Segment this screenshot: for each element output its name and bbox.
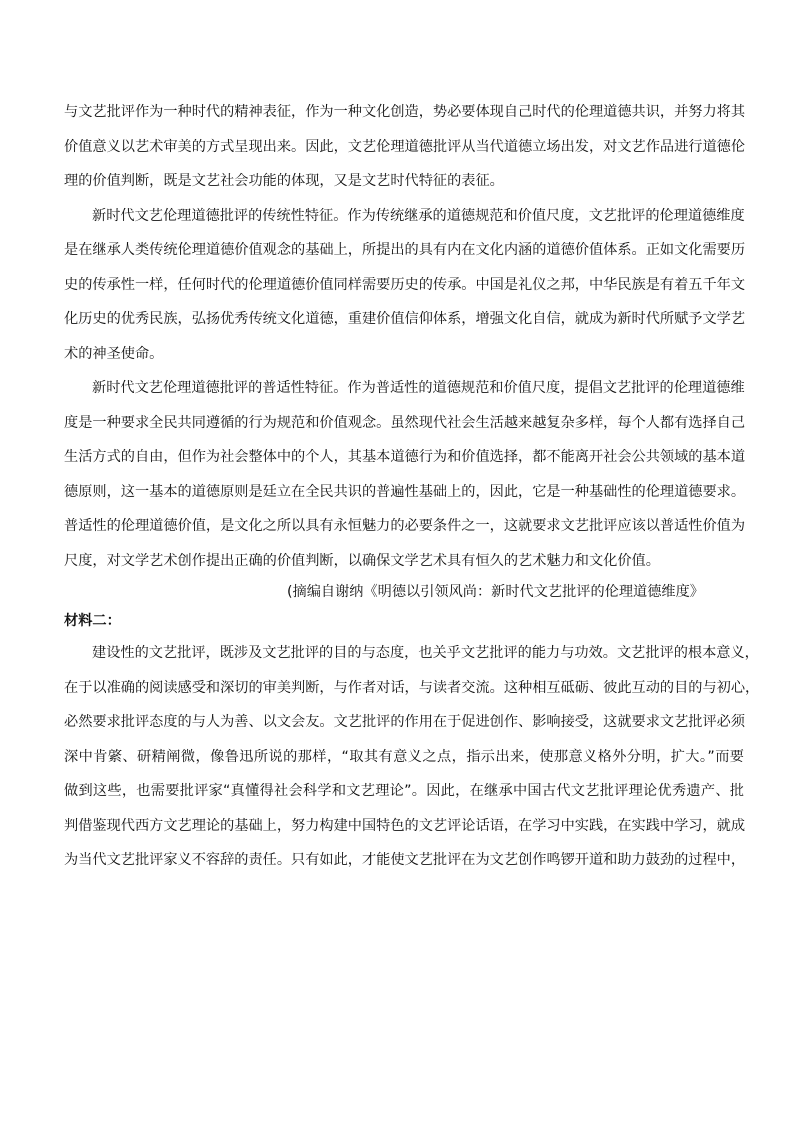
text-line: 度是一种要求全民共同遵循的行为规范和价值观念。虽然现代社会生活越来越复杂多样，每个人都有选择自己: [64, 414, 746, 431]
text-line: 尺度，对文学艺术创作提出正确的价值判断，以确保文学艺术具有恒久的艺术魅力和文化价值。: [64, 552, 660, 569]
text-line: 普适性的伦理道德价值，是文化之所以具有永恒魅力的必要条件之一，这就要求文艺批评应该以普适性价值为: [64, 518, 746, 534]
text-line: 做到这些，也需要批评家“真懂得社会科学和文艺理论”。因此，在继承中国古代文艺批评理论优秀遗产、批: [64, 783, 744, 799]
text-line: 德原则，这一基本的道德原则是廷立在全民共识的普遍性基础上的，因此，它是一种基础性的伦理道德要求。: [64, 483, 746, 500]
material-heading: 材料二：: [64, 613, 121, 629]
material2-paragraph: [64, 636, 760, 878]
text-line: 新时代文艺伦理道德批评的传统性特征。作为传统继承的道德规范和价值尺度，文艺批评的伦理道德维度: [92, 207, 745, 224]
text-line: 生活方式的自由，但作为社会整体中的个人，其基本道德行为和价值选择，都不能离开社会公共领域的基本道: [64, 449, 746, 465]
text-line: 判借鉴现代西方文艺理论的基础上，努力构建中国特色的文艺评论话语，在学习中实践，在实践中学习，就成: [64, 817, 746, 834]
text-line: 价值意义以艺术审美的方式呈现出来。因此，文艺伦理道德批评从当代道德立场出发，对文艺作品进行道德伦: [64, 138, 746, 155]
text-line: 新时代文艺伦理道德批评的普适性特征。作为普适性的道德规范和价值尺度，提倡文艺批评的伦理道德维: [92, 380, 745, 396]
text-line: 史的传承性一样，任何时代的伦理道德价值同样需要历史的传承。中国是礼仪之邦，中华民族是有着五千年文: [64, 276, 746, 293]
text-line: 术的神圣使命。: [64, 345, 164, 362]
paragraph-1: [64, 95, 744, 199]
text-line: 化历史的优秀民族，弘扬优秀传统文化道德，重建价值信仰体系，增强文化自信，就成为新时代所赋予文学艺: [64, 311, 746, 327]
document-page: [64, 95, 760, 878]
paragraph-2: [64, 199, 744, 372]
text-line: 深中肯綮、研精阐微，像鲁迅所说的那样，“取其有意义之点，指示出来，使那意义格外分明，扩大。”而要: [64, 748, 744, 765]
text-line: 与文艺批评作为一种时代的精神表征，作为一种文化创造，势必要体现自己时代的伦理道德共识，并努力将其: [64, 104, 746, 120]
text-line: 理的价值判断，既是文艺社会功能的体现，又是文艺时代特征的表征。: [64, 173, 504, 189]
text-line: 是在继承人类传统伦理道德价值观念的基础上，所提出的具有内在文化内涵的道德价值体系。正如文化需要历: [64, 242, 746, 258]
paragraph-3: [64, 371, 744, 578]
source-citation: (摘编自谢纳《明德以引领风尚：新时代文艺批评的伦理道德维度》: [287, 584, 704, 600]
text-line: 建设性的文艺批评，既涉及文艺批评的目的与态度，也关乎文艺批评的能力与功效。文艺批评的根本意义，: [92, 645, 759, 661]
text-line: 为当代文艺批评家义不容辞的责任。只有如此，才能使文艺批评在为文艺创作鸣锣开道和助力鼓劲的过程中，: [64, 852, 746, 868]
text-line: 在于以准确的阅读感受和深切的审美判断，与作者对话，与读者交流。这种相互砥砺、彼此互动的目的与初心，: [64, 679, 760, 696]
text-line: 必然要求批评态度的与人为善、以文会友。文艺批评的作用在于促进创作、影响接受，这就要求文艺批评必须: [64, 714, 746, 730]
